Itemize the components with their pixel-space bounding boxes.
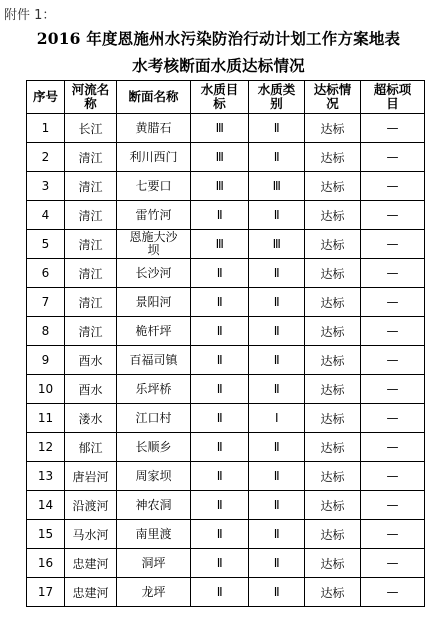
header-status: 达标情况 <box>305 81 361 114</box>
cell-target: Ⅱ <box>191 288 249 317</box>
cell-exceed: — <box>361 462 425 491</box>
cell-exceed: — <box>361 201 425 230</box>
cell-exceed: — <box>361 143 425 172</box>
cell-river: 清江 <box>65 288 117 317</box>
cell-index: 6 <box>27 259 65 288</box>
cell-target: Ⅲ <box>191 230 249 259</box>
cell-status: 达标 <box>305 578 361 607</box>
cell-river: 酉水 <box>65 346 117 375</box>
cell-index: 13 <box>27 462 65 491</box>
cell-exceed: — <box>361 491 425 520</box>
cell-river: 沿渡河 <box>65 491 117 520</box>
cell-target: Ⅱ <box>191 375 249 404</box>
cell-category: Ⅱ <box>249 462 305 491</box>
header-exceed: 超标项目 <box>361 81 425 114</box>
table-row <box>27 172 425 201</box>
cell-river: 清江 <box>65 230 117 259</box>
cell-index: 5 <box>27 230 65 259</box>
cell-section: 百福司镇 <box>117 346 191 375</box>
cell-index: 4 <box>27 201 65 230</box>
header-target: 水质目标 <box>191 81 249 114</box>
cell-index: 9 <box>27 346 65 375</box>
table-row <box>27 143 425 172</box>
cell-river: 郁江 <box>65 433 117 462</box>
cell-target: Ⅱ <box>191 491 249 520</box>
header-category: 水质类别 <box>249 81 305 114</box>
water-quality-table <box>26 80 425 607</box>
cell-section: 周家坝 <box>117 462 191 491</box>
cell-index: 17 <box>27 578 65 607</box>
cell-exceed: — <box>361 549 425 578</box>
cell-section: 乐坪桥 <box>117 375 191 404</box>
cell-category: Ⅱ <box>249 491 305 520</box>
cell-status: 达标 <box>305 259 361 288</box>
cell-status: 达标 <box>305 375 361 404</box>
cell-exceed: — <box>361 259 425 288</box>
table-row <box>27 259 425 288</box>
cell-exceed: — <box>361 404 425 433</box>
cell-section: 景阳河 <box>117 288 191 317</box>
cell-category: Ⅱ <box>249 375 305 404</box>
cell-category: Ⅱ <box>249 288 305 317</box>
table-row <box>27 578 425 607</box>
cell-target: Ⅲ <box>191 143 249 172</box>
cell-river: 清江 <box>65 317 117 346</box>
cell-exceed: — <box>361 433 425 462</box>
cell-status: 达标 <box>305 114 361 143</box>
cell-target: Ⅱ <box>191 520 249 549</box>
cell-target: Ⅱ <box>191 346 249 375</box>
header-index: 序号 <box>27 81 65 114</box>
cell-status: 达标 <box>305 404 361 433</box>
cell-section: 南里渡 <box>117 520 191 549</box>
cell-category: Ⅱ <box>249 259 305 288</box>
cell-category: Ⅰ <box>249 404 305 433</box>
cell-exceed: — <box>361 230 425 259</box>
cell-status: 达标 <box>305 172 361 201</box>
cell-section: 七要口 <box>117 172 191 201</box>
cell-status: 达标 <box>305 462 361 491</box>
cell-river: 清江 <box>65 201 117 230</box>
cell-target: Ⅱ <box>191 259 249 288</box>
cell-status: 达标 <box>305 491 361 520</box>
cell-river: 清江 <box>65 259 117 288</box>
table-row <box>27 201 425 230</box>
cell-target: Ⅲ <box>191 114 249 143</box>
cell-section: 桅杆坪 <box>117 317 191 346</box>
cell-index: 7 <box>27 288 65 317</box>
table-row <box>27 433 425 462</box>
cell-category: Ⅲ <box>249 230 305 259</box>
cell-target: Ⅱ <box>191 201 249 230</box>
cell-exceed: — <box>361 114 425 143</box>
table-row <box>27 549 425 578</box>
cell-index: 15 <box>27 520 65 549</box>
table-row <box>27 375 425 404</box>
cell-category: Ⅱ <box>249 143 305 172</box>
cell-target: Ⅱ <box>191 549 249 578</box>
cell-status: 达标 <box>305 143 361 172</box>
attachment-label: 附件 1： <box>4 8 56 23</box>
cell-section: 龙坪 <box>117 578 191 607</box>
cell-exceed: — <box>361 578 425 607</box>
header-river: 河流名称 <box>65 81 117 114</box>
cell-status: 达标 <box>305 201 361 230</box>
cell-index: 2 <box>27 143 65 172</box>
cell-section: 长顺乡 <box>117 433 191 462</box>
table-row <box>27 230 425 259</box>
cell-river: 忠建河 <box>65 578 117 607</box>
cell-category: Ⅱ <box>249 520 305 549</box>
cell-status: 达标 <box>305 549 361 578</box>
cell-index: 3 <box>27 172 65 201</box>
cell-category: Ⅱ <box>249 549 305 578</box>
cell-section: 长沙河 <box>117 259 191 288</box>
table-row <box>27 346 425 375</box>
cell-section: 恩施大沙坝 <box>117 230 191 259</box>
cell-exceed: — <box>361 317 425 346</box>
cell-status: 达标 <box>305 317 361 346</box>
cell-exceed: — <box>361 375 425 404</box>
cell-section: 神农洞 <box>117 491 191 520</box>
cell-exceed: — <box>361 520 425 549</box>
cell-river: 长江 <box>65 114 117 143</box>
cell-target: Ⅲ <box>191 172 249 201</box>
cell-target: Ⅱ <box>191 317 249 346</box>
cell-status: 达标 <box>305 433 361 462</box>
cell-river: 溇水 <box>65 404 117 433</box>
table-body <box>27 114 425 607</box>
cell-section: 江口村 <box>117 404 191 433</box>
cell-exceed: — <box>361 346 425 375</box>
cell-category: Ⅱ <box>249 433 305 462</box>
table-row <box>27 404 425 433</box>
cell-category: Ⅱ <box>249 201 305 230</box>
document-title-line-2: 水考核断面水质达标情况 <box>132 56 305 75</box>
cell-category: Ⅱ <box>249 346 305 375</box>
header-section: 断面名称 <box>117 81 191 114</box>
cell-river: 唐岩河 <box>65 462 117 491</box>
cell-status: 达标 <box>305 346 361 375</box>
cell-index: 11 <box>27 404 65 433</box>
document-title-line-1: 2016 年度恩施州水污染防治行动计划工作方案地表 <box>36 29 401 48</box>
table-row <box>27 317 425 346</box>
cell-river: 清江 <box>65 143 117 172</box>
cell-index: 10 <box>27 375 65 404</box>
cell-exceed: — <box>361 288 425 317</box>
cell-target: Ⅱ <box>191 433 249 462</box>
cell-river: 酉水 <box>65 375 117 404</box>
table-header-row <box>27 81 425 114</box>
table-row <box>27 520 425 549</box>
cell-river: 清江 <box>65 172 117 201</box>
cell-target: Ⅱ <box>191 404 249 433</box>
cell-exceed: — <box>361 172 425 201</box>
cell-index: 8 <box>27 317 65 346</box>
cell-river: 忠建河 <box>65 549 117 578</box>
cell-index: 16 <box>27 549 65 578</box>
table-row <box>27 491 425 520</box>
cell-section: 黄腊石 <box>117 114 191 143</box>
cell-category: Ⅱ <box>249 317 305 346</box>
cell-target: Ⅱ <box>191 462 249 491</box>
table-row <box>27 288 425 317</box>
cell-category: Ⅲ <box>249 172 305 201</box>
cell-index: 12 <box>27 433 65 462</box>
cell-status: 达标 <box>305 230 361 259</box>
cell-section: 利川西门 <box>117 143 191 172</box>
cell-category: Ⅱ <box>249 578 305 607</box>
cell-index: 1 <box>27 114 65 143</box>
cell-river: 马水河 <box>65 520 117 549</box>
cell-section: 洞坪 <box>117 549 191 578</box>
cell-status: 达标 <box>305 520 361 549</box>
cell-section: 雷竹河 <box>117 201 191 230</box>
cell-target: Ⅱ <box>191 578 249 607</box>
table-row <box>27 462 425 491</box>
cell-status: 达标 <box>305 288 361 317</box>
cell-category: Ⅱ <box>249 114 305 143</box>
table-row <box>27 114 425 143</box>
cell-index: 14 <box>27 491 65 520</box>
